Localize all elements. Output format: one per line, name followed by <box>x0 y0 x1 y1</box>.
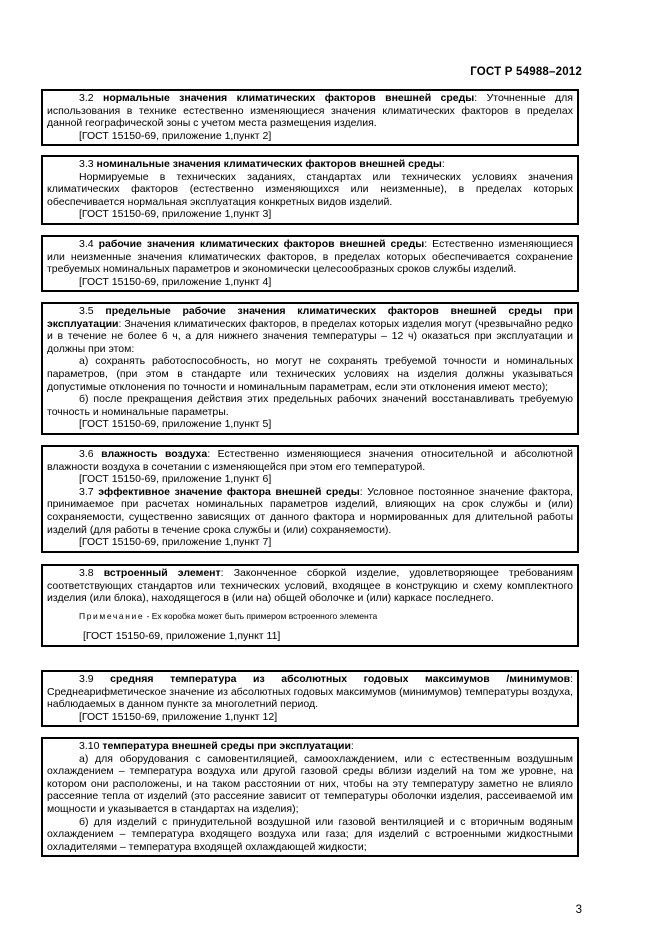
note-label: Примечание <box>79 610 145 621</box>
definition-text: : Значения климатических факторов, в пределах которых изделия могут (чрезвычайно редко и в течение не более 6 ч, а для нижнего значения температуры – 12 ч) оказаться при эксплуатации и должны при этом: <box>47 317 573 355</box>
note-text: - Ех коробка может быть примером встроенного элемента <box>144 610 378 621</box>
term-number: 3.8 <box>79 567 94 579</box>
list-item-b: б) после прекращения действия этих предельных рабочих значений восстанавливать требуемую точность и номинальные параметры. <box>47 393 573 418</box>
term-definition <box>47 486 573 536</box>
term-entry-3-9 <box>41 670 579 727</box>
definition-text: : <box>441 158 445 170</box>
source-reference: [ГОСТ 15150-69, приложение 1,пункт 6] <box>79 473 272 486</box>
definition-text: : Уточненные для использования в технике естественно изменяющиеся значения климатических факторов в пределах данной географической зоны с учетом места размещения изделия. <box>47 92 573 130</box>
definition-text: : <box>350 740 354 752</box>
term-definition <box>47 740 573 753</box>
term-name: температура внешней среды при эксплуатации <box>102 740 351 752</box>
term-entry-3-6-3-7 <box>41 445 579 553</box>
term-entry-3-4 <box>41 235 579 292</box>
source-reference: [ГОСТ 15150-69, приложение 1,пункт 3] <box>79 208 272 221</box>
term-number: 3.9 <box>79 673 94 685</box>
definition-text: : Условное постоянное значение фактора, принимаемое при расчетах номинальных параметров изделий, влияющих на срок службы и (или) сохраняемости, существенно зависящих от данного фактора и нормированных для длительной работы изделий (для работы в течение срока службы и (или) сохраняемости). <box>47 485 573 536</box>
term-name: средняя температура из абсолютных годовых максимумов /минимумов <box>110 673 571 685</box>
term-entry-3-5 <box>41 302 579 435</box>
term-definition <box>47 448 573 473</box>
term-number: 3.7 <box>79 485 94 498</box>
source-reference: [ГОСТ 15150-69, приложение 1,пункт 2] <box>79 129 272 142</box>
term-name: влажность воздуха <box>101 448 208 460</box>
term-number: 3.2 <box>79 92 94 104</box>
term-name: номинальные значения климатических факторов внешней среды <box>96 158 442 170</box>
term-number: 3.6 <box>79 448 94 460</box>
term-number: 3.3 <box>79 158 94 170</box>
document-id: ГОСТ Р 54988–2012 <box>470 66 582 78</box>
term-definition <box>47 158 573 171</box>
definition-text: : Среднеарифметическое значение из абсолютных годовых максимумов (минимумов) температуры воздуха, наблюдаемых в данном пункте за многолетний период. <box>47 673 573 711</box>
term-number: 3.5 <box>79 305 94 317</box>
page-number: 3 <box>575 904 582 916</box>
term-definition <box>47 567 573 605</box>
term-definition <box>47 305 573 355</box>
definition-text: : Естественно изменяющиеся значения относительной и абсолютной влажности воздуха в сочетании с изменяющейся при этом его температурой. <box>47 448 574 473</box>
term-name: встроенный элемент <box>103 567 221 579</box>
term-entry-3-10 <box>41 737 579 857</box>
term-name: предельные рабочие значения климатических факторов внешней среды при эксплуатации <box>47 305 574 330</box>
term-name: рабочие значения климатических факторов внешней среды <box>98 238 425 250</box>
list-item-b: б) для изделий с принудительной воздушной или газовой вентиляцией и с вторичным водяным охлаждением – температура входящего воздуха или газа; для изделий с встроенными жидкостными охладителями – температура входящей охлаждающей жидкости; <box>47 815 573 853</box>
definition-text: : Законченное сборкой изделие, удовлетворяющее требованиям соответствующих стандартов или технических условий, входящее в конструкцию и схему комплектного изделия (или блока), находящегося в (или на) общей оболочке и (или) каркасе последнего. <box>47 567 573 605</box>
list-item-a: а) для оборудования с самовентиляцией, самоохлаждением, или с естественным воздушным охлаждением – температура воздуха или другой газовой среды вблизи изделий на том же уровне, на котором они расположены, и на таком расстоянии от них, чтобы на эту температуру заметно не влияло рассеяние тепла от изделий (это рассеяние зависит от температуры оболочки изделия, рассеиваемой им мощности и указывается в стандартах на изделия); <box>47 752 573 815</box>
term-definition <box>47 92 573 130</box>
term-entry-3-8 <box>41 564 579 647</box>
source-reference: [ГОСТ 15150-69, приложение 1,пункт 4] <box>79 275 272 288</box>
term-definition <box>47 238 573 276</box>
source-reference: [ГОСТ 15150-69, приложение 1,пункт 12] <box>79 710 278 723</box>
definition-text: : Естественно изменяющиеся или неизменные значения климатических факторов, в пределах которых обеспечивается сохранение требуемых номинальных параметров и экономически целесообразных сроков службы изделий. <box>47 238 574 276</box>
list-item-a: а) сохранять работоспособность, но могут не сохранять требуемой точности и номинальных параметров, (при этом в стандарте или технических условиях на изделия должны указываться допустимые отклонения по точности и номинальным параметрам, если эти отклонения имеют место); <box>47 355 573 393</box>
term-entry-3-3 <box>41 155 579 225</box>
note <box>47 610 573 623</box>
term-name: эффективное значение фактора внешней среды <box>98 485 360 498</box>
term-entry-3-2 <box>41 89 579 146</box>
source-reference: [ГОСТ 15150-69, приложение 1,пункт 7] <box>79 536 272 549</box>
term-number: 3.4 <box>79 238 94 250</box>
term-name: нормальные значения климатических факторов внешней среды <box>103 92 475 104</box>
term-definition <box>47 673 573 711</box>
term-number: 3.10 <box>79 740 100 752</box>
source-reference: [ГОСТ 15150-69, приложение 1,пункт 5] <box>79 418 272 431</box>
source-reference: [ГОСТ 15150-69, приложение 1,пункт 11] <box>83 630 281 643</box>
definition-body: Нормируемые в технических заданиях, стандартах или технических условиях значения климатических факторов (естественно изменяющихся или неизменные), в пределах которых обеспечивается нормальная эксплуатация конкретных видов изделий. <box>47 170 573 208</box>
